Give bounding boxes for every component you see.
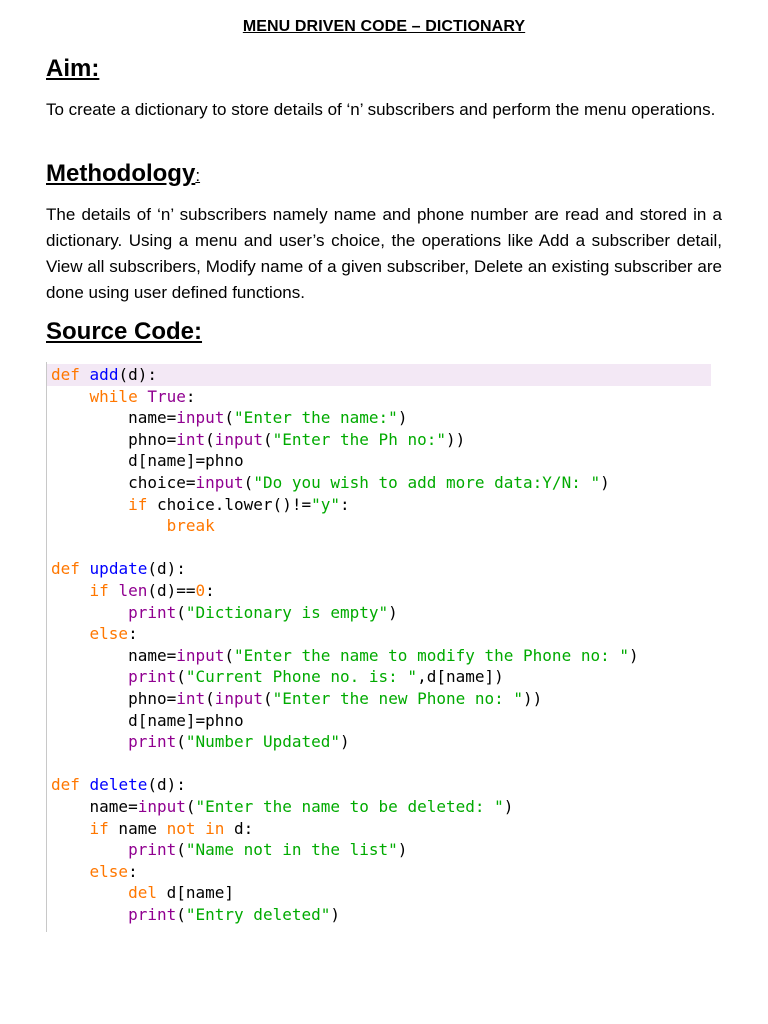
code-token: (: [205, 689, 215, 708]
code-token: ,d[name]): [417, 667, 504, 687]
code-token: (: [262, 429, 273, 449]
code-token: ): [388, 602, 398, 622]
code-token: [51, 603, 128, 622]
code-token: [51, 862, 90, 881]
methodology-paragraph: The details of ‘n’ subscribers namely name and phone number are read and stored in a dictionary. Using a menu and user’s choice, the operations like Add a subscriber detail, View all subscribers, Modify name of a given subscriber, Delete an existing subscriber are done using user defined functions.: [46, 205, 722, 302]
code-line: [47, 818, 711, 840]
code-token: ): [330, 905, 341, 924]
code-line: [47, 839, 711, 861]
code-token: if: [128, 494, 148, 514]
code-token: [51, 387, 90, 406]
code-line: [47, 472, 711, 494]
code-token: [51, 732, 128, 751]
code-token: "Enter the name:": [234, 408, 398, 428]
code-token: [109, 581, 119, 600]
code-token: )): [445, 429, 466, 449]
code-token: (: [176, 840, 186, 860]
code-token: in: [205, 818, 225, 838]
source-code-heading: [46, 318, 202, 346]
source-code-heading-text: Source Code:: [46, 318, 203, 345]
code-token: "Enter the name to modify the Phone no: ": [234, 645, 629, 665]
code-line: [47, 494, 711, 516]
code-token: while: [89, 386, 138, 406]
code-line: [47, 774, 711, 796]
code-token: (: [205, 429, 215, 449]
code-token: (: [243, 473, 254, 492]
code-token: (: [185, 797, 196, 816]
code-token: :: [128, 861, 138, 881]
code-token: "Name not in the list": [185, 840, 398, 860]
code-token: print: [128, 602, 177, 622]
code-line: [47, 710, 711, 732]
code-token: :: [340, 494, 350, 514]
code-line: [47, 450, 711, 472]
code-token: update: [89, 559, 148, 579]
code-token: ): [397, 840, 408, 860]
code-token: if: [89, 581, 109, 600]
code-token: ): [503, 797, 514, 816]
code-token: "Enter the name to be deleted: ": [195, 797, 504, 816]
code-token: [80, 775, 90, 794]
code-token: [51, 581, 90, 600]
code-token: "Number Updated": [185, 732, 340, 752]
code-token: (: [176, 905, 186, 924]
methodology-heading-colon: :: [195, 166, 201, 185]
code-token: choice.lower()!=: [147, 494, 312, 514]
code-token: input: [195, 473, 244, 492]
code-token: (: [224, 408, 235, 428]
code-token: (d):: [147, 559, 186, 579]
code-token: add: [89, 365, 119, 384]
methodology-heading: [46, 160, 200, 188]
code-token: choice=: [51, 473, 196, 492]
code-token: int: [176, 689, 206, 708]
code-token: print: [128, 905, 177, 924]
code-token: def: [51, 559, 80, 579]
code-token: else: [89, 861, 129, 881]
code-token: [51, 883, 128, 902]
code-token: input: [176, 408, 225, 428]
code-token: d[name]: [156, 883, 235, 903]
code-token: len: [118, 581, 148, 600]
code-token: input: [176, 645, 225, 665]
code-token: else: [89, 624, 129, 644]
code-line: [47, 515, 711, 537]
code-token: )): [523, 689, 543, 708]
code-token: [80, 365, 90, 384]
methodology-heading-text: Methodology: [46, 160, 196, 187]
code-token: "Do you wish to add more data:Y/N: ": [253, 473, 601, 492]
code-token: 0: [195, 581, 206, 600]
aim-heading-text: Aim:: [46, 55, 100, 82]
code-token: [51, 840, 128, 859]
code-token: name: [108, 818, 167, 838]
code-line: [47, 558, 711, 580]
code-token: "Current Phone no. is: ": [185, 667, 418, 687]
code-line: [47, 407, 711, 429]
document-title: MENU DRIVEN CODE – DICTIONARY: [242, 18, 526, 35]
code-line: [47, 753, 711, 775]
code-line: [47, 623, 711, 645]
code-block: [46, 362, 713, 932]
code-token: if: [89, 818, 109, 838]
code-line: [47, 645, 711, 667]
code-token: [51, 516, 167, 535]
code-token: input: [214, 429, 263, 449]
code-token: d[name]=phno: [51, 451, 244, 471]
code-token: (d):: [118, 365, 157, 384]
code-token: break: [166, 516, 215, 536]
aim-paragraph: To create a dictionary to store details of ‘n’ subscribers and perform the menu operations.: [46, 100, 716, 119]
code-line: [47, 537, 711, 559]
code-token: "Enter the new Phone no: ": [272, 689, 524, 708]
code-line: [47, 688, 711, 710]
code-token: [51, 667, 128, 686]
code-token: (: [262, 689, 273, 708]
code-token: [196, 819, 206, 838]
code-token: (d):: [147, 775, 186, 795]
code-token: d[name]=phno: [51, 710, 244, 730]
code-token: [51, 495, 128, 514]
code-token: phno=: [51, 429, 177, 449]
code-token: [138, 387, 148, 406]
code-token: print: [128, 732, 177, 752]
code-token: int: [176, 429, 206, 449]
code-token: :: [128, 624, 138, 644]
code-line: [47, 666, 711, 688]
code-line: [47, 731, 711, 753]
code-line: [47, 602, 711, 624]
code-line: [47, 364, 711, 386]
code-token: "Enter the Ph no:": [272, 429, 446, 449]
code-token: [51, 905, 128, 924]
code-token: ): [397, 408, 408, 428]
code-token: def: [51, 365, 80, 384]
code-token: ): [340, 732, 350, 752]
code-line: [47, 882, 711, 904]
code-token: def: [51, 775, 80, 795]
code-token: phno=: [51, 689, 177, 708]
code-token: :: [205, 581, 215, 600]
code-token: name=: [51, 645, 177, 665]
code-token: ): [629, 645, 639, 665]
code-token: print: [128, 667, 177, 687]
code-line: [47, 796, 711, 818]
code-line: [47, 904, 711, 926]
code-token: delete: [89, 775, 148, 795]
code-token: (: [176, 602, 186, 622]
code-token: "Dictionary is empty": [185, 602, 389, 622]
aim-heading: [46, 55, 99, 83]
code-token: :: [185, 386, 196, 406]
code-token: print: [128, 840, 177, 860]
code-line: [47, 386, 711, 408]
code-token: [80, 559, 90, 578]
code-token: input: [137, 797, 186, 816]
code-token: not: [166, 818, 196, 838]
code-line: [47, 861, 711, 883]
code-token: [51, 624, 90, 643]
code-token: True: [147, 386, 186, 406]
code-token: d:: [224, 818, 254, 838]
code-token: [51, 819, 90, 838]
code-token: ): [600, 473, 610, 492]
code-token: input: [214, 689, 263, 708]
code-token: "y": [311, 494, 340, 514]
code-token: (: [224, 645, 235, 665]
code-token: (d)==: [147, 581, 196, 600]
code-token: "Entry deleted": [185, 905, 331, 924]
code-token: name=: [51, 797, 138, 816]
code-token: (: [176, 732, 186, 752]
code-token: name=: [51, 408, 177, 428]
code-token: del: [128, 883, 157, 903]
code-line: [47, 429, 711, 451]
code-line: [47, 580, 711, 602]
code-token: (: [176, 667, 186, 687]
